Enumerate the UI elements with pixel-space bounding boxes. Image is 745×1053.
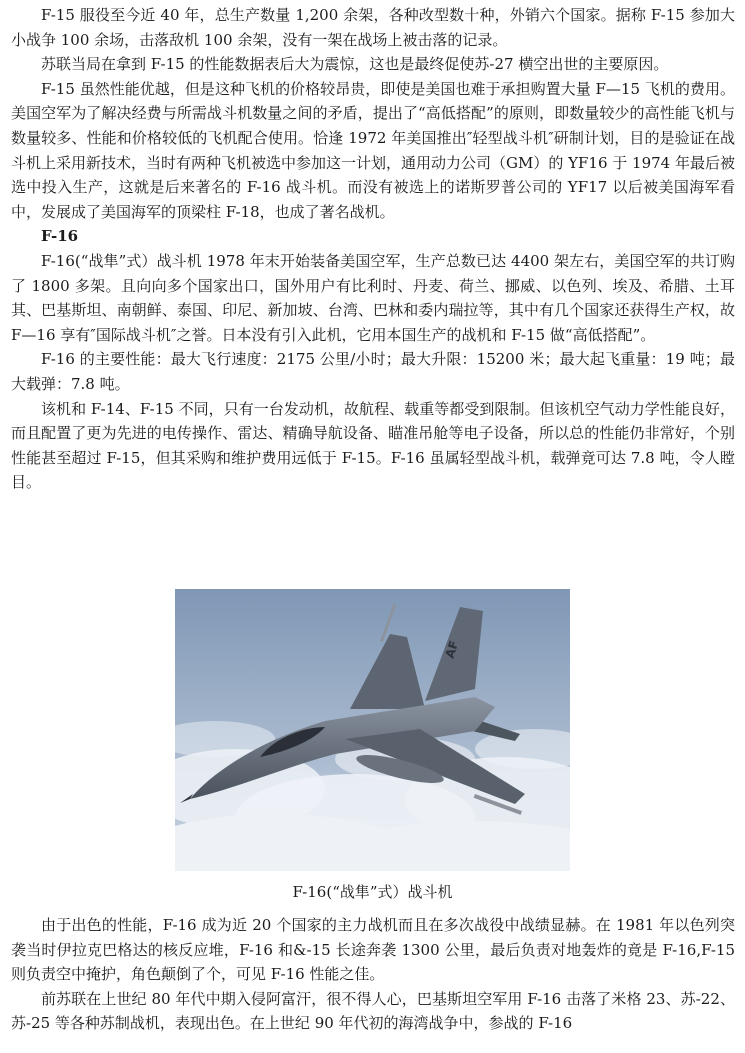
figure-caption: F-16(“战隼”式）战斗机 xyxy=(292,883,453,901)
paragraph-f16-specs: F-16 的主要性能：最大飞行速度：2175 公里/小时；最大升限：15200 米；最大起飞重量：19 吨；最大载弹：7.8 吨。 xyxy=(11,350,735,393)
paragraph-high-low-mix: F-15 虽然性能优越，但是这种飞机的价格较昂贵，即使是美国也难于承担购置大量 F—15 飞机的费用。美国空军为了解决经费与所需战斗机数量之间的矛盾，提出了“高低搭配”的原则，即数量较少的高性能飞机与数量较多、性能和价格较低的飞机配合使用。恰逢 1972 年美国推出″轻型战斗机″研制计划，目的是验证在战斗机上采用新技术，当时有两种飞机被选中参加这一计划，通用动力公司（GM）的 YF16 于 1974 年最后被选中投入生产，这就是后来著名的 F-16 战斗机。而没有被选上的诺斯罗普公司的 YF17 以后被美国海军看中，发展成了美国海军的顶梁柱 F-18，也成了著名战机。 xyxy=(11,79,735,221)
text-block-bottom xyxy=(11,913,735,1036)
paragraph-combat-record: 由于出色的性能，F-16 成为近 20 个国家的主力战机而且在多次战役中战绩显赫。在 1981 年以色列突袭当时伊拉克巴格达的核反应堆，F-16 和&-15 长途奔袭 1300 公里，最后负责对地轰炸的竟是 F-16,F-15 则负责空中掩护，角色颠倒了个，可见 F-16 性能之佳。 xyxy=(11,916,735,984)
paragraph-afghanistan-gulf: 前苏联在上世纪 80 年代中期入侵阿富汗，很不得人心，巴基斯坦空军用 F-16 击落了米格 23、苏-22、苏-25 等各种苏制战机，表现出色。在上世纪 90 年代初的海湾战争中，参战的 F-16 xyxy=(11,989,735,1033)
paragraph-soviet-reaction: 苏联当局在拿到 F-15 的性能数据表后大为震惊，这也是最终促使苏-27 横空出世的主要原因。 xyxy=(41,55,669,74)
tail-code: AF xyxy=(442,638,462,660)
paragraph-f16-design: 该机和 F-14、F-15 不同，只有一台发动机，故航程、载重等都受到限制。但该机空气动力学性能良好，而且配置了更为先进的电传操作、雷达、精确导航设备、瞄准吊舱等电子设备，所以总的性能仍非常好，个别性能甚至超过 F-15，但其采购和维护费用远低于 F-15。F-16 虽属轻型战斗机，载弹竟可达 7.8 吨，令人瞠目。 xyxy=(11,399,735,492)
section-heading-f16: F-16 xyxy=(41,227,79,246)
text-block-top xyxy=(11,3,735,495)
f16-photo xyxy=(175,589,570,871)
paragraph-f15-service: F-15 服役至今近 40 年，总生产数量 1,200 余架，各种改型数十种，外销六个国家。据称 F-15 参加大小战争 100 余场，击落敌机 100 余架，没有一架在战场上被击落的记录。 xyxy=(11,6,735,49)
paragraph-f16-intro: F-16(“战隼”式）战斗机 1978 年末开始装备美国空军，生产总数已达 4400 架左右，美国空军的共订购了 1800 多架。且向向多个国家出口，国外用户有比利时、丹麦、荷兰、挪威、以色列、埃及、希腊、土耳其、巴基斯坦、南朝鲜、泰国、印尼、新加坡、台湾、巴林和委内瑞拉等，其中有几个国家还获得生产权，故 F—16 享有″国际战斗机″之誉。日本没有引入此机，它用本国生产的战机和 F-15 做“高低搭配”。 xyxy=(11,251,735,344)
